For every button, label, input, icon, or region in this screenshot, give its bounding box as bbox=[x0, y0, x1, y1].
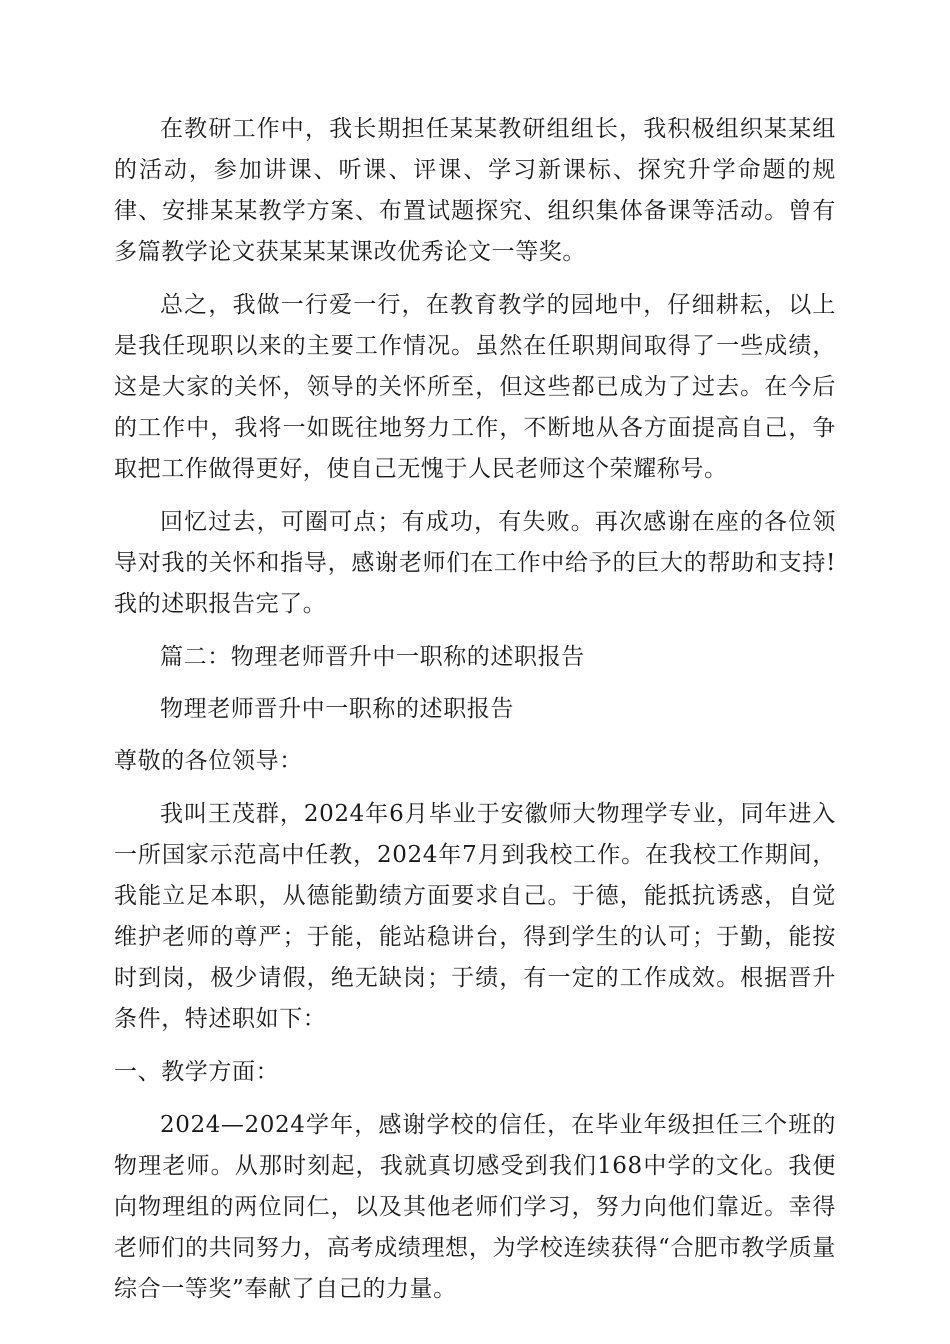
document-page bbox=[114, 109, 836, 1322]
paragraph-teaching-experience: 2024—2024学年，感谢学校的信任，在毕业年级担任三个班的物理老师。从那时刻起，我就真切感受到我们168中学的文化。我便向物理组的两位同仁，以及其他老师们学习，努力向他们靠近。幸得老师们的共同努力，高考成绩理想，为学校连续获得“合肥市教学质量综合一等奖”奉献了自己的力量。 bbox=[114, 1112, 836, 1302]
paragraph-closing: 回忆过去，可圈可点；有成功，有失败。再次感谢在座的各位领导对我的关怀和指导，感谢老师们在工作中给予的巨大的帮助和支持!我的述职报告完了。 bbox=[114, 509, 836, 617]
paragraph-teaching-research: 在教研工作中，我长期担任某某教研组组长，我积极组织某某组的活动，参加讲课、听课、评课、学习新课标、探究升学命题的规律、安排某某教学方案、布置试题探究、组织集体备课等活动。曾有多篇教学论文获某某某课改优秀论文一等奖。 bbox=[114, 116, 836, 265]
paragraph-introduction: 我叫王茂群，2024年6月毕业于安徽师大物理学专业，同年进入一所国家示范高中任教，2024年7月到我校工作。在我校工作期间，我能立足本职，从德能勤绩方面要求自己。于德，能抵抗诱惑，自觉维护老师的尊严；于能，能站稳讲台，得到学生的认可；于勤，能按时到岗，极少请假，绝无缺岗；于绩，有一定的工作成效。根据晋升条件，特述职如下： bbox=[114, 801, 836, 1032]
report-title: 物理老师晋升中一职称的述职报告 bbox=[160, 696, 514, 722]
section-heading-teaching: 一、教学方面： bbox=[114, 1059, 280, 1085]
section-title-part-two: 篇二：物理老师晋升中一职称的述职报告 bbox=[160, 644, 585, 670]
salutation: 尊敬的各位领导： bbox=[114, 748, 303, 774]
paragraph-summary: 总之，我做一行爱一行，在教育教学的园地中，仔细耕耘，以上是我任现职以来的主要工作情况。虽然在任职期间取得了一些成绩，这是大家的关怀，领导的关怀所至，但这些都已成为了过去。在今后的工作中，我将一如既往地努力工作，不断地从各方面提高自己，争取把工作做得更好，使自己无愧于人民老师这个荣耀称号。 bbox=[114, 292, 836, 482]
